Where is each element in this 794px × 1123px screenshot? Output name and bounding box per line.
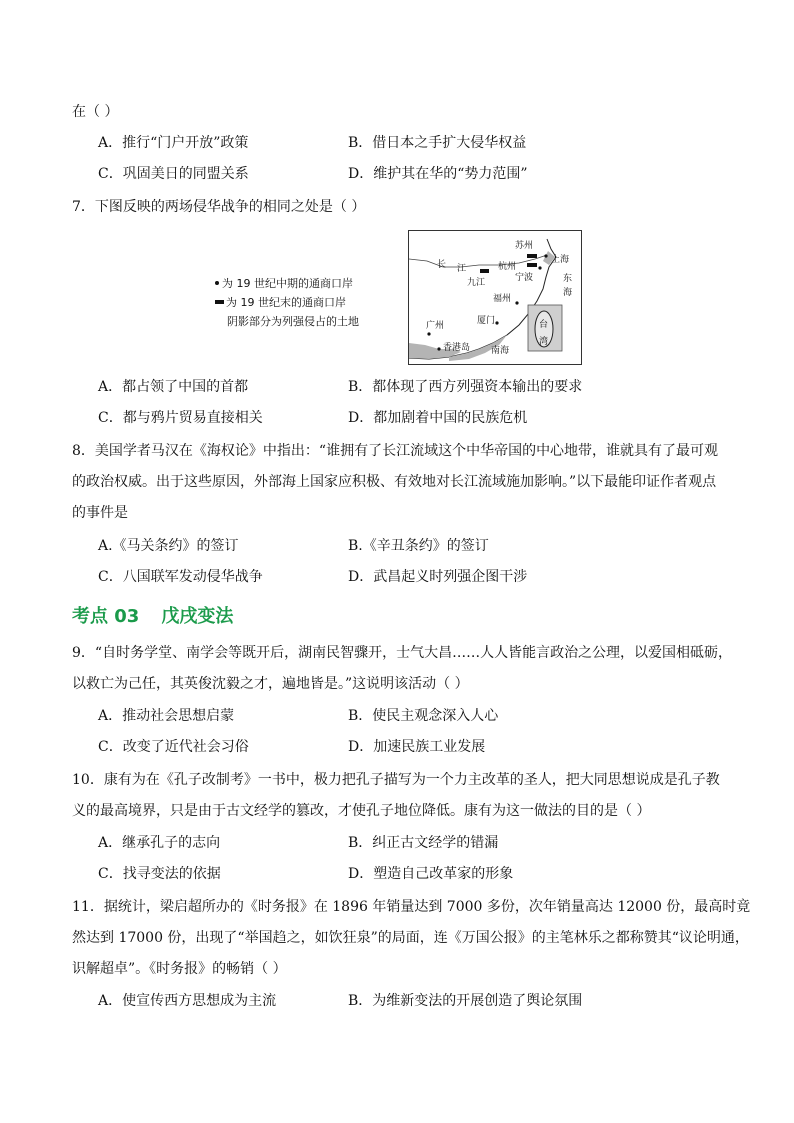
yangtze-river: [409, 255, 547, 267]
q10-option-d: D．塑造自己改革家的形象: [348, 866, 514, 882]
q7-option-b: B．都体现了西方列强资本输出的要求: [348, 379, 583, 395]
label-fuzhou: 福州: [493, 294, 512, 304]
label-ningbo: 宁波: [515, 273, 534, 283]
port-dot-xiamen: [495, 321, 498, 324]
label-nanhai: 南海: [491, 346, 510, 356]
label-changjiang-1: 长: [437, 260, 447, 270]
label-suzhou: 苏州: [515, 241, 534, 251]
q10-stem-line2: 义的最高境界，只是由于古文经学的篡改，才使孔子地位降低。康有为这一做法的目的是（ ）: [72, 803, 651, 819]
label-donghai-1: 东: [563, 274, 573, 284]
legend-shaded: 阴影部分为列强侵占的土地: [227, 315, 359, 328]
port-bar-suzhou: [527, 254, 537, 258]
q8-option-c: C．八国联军发动侵华战争: [98, 569, 263, 585]
q8-option-a: A.《马关条约》的签订: [98, 538, 239, 554]
treaty-ports-map: [408, 230, 582, 365]
port-dot-fuzhou: [515, 301, 518, 304]
q8-stem-line2: 的政治权威。出于这些原因，外部海上国家应积极、有效地对长江流域施加影响。”以下最能印证作者观点: [72, 474, 717, 490]
q8-stem-line1: 8．美国学者马汉在《海权论》中指出：“谁拥有了长江流域这个中华帝国的中心地带，谁就具有了最可观: [72, 443, 719, 459]
label-shanghai: 上海: [551, 255, 570, 265]
section-label: 考点 03: [72, 606, 140, 627]
label-hangzhou: 杭州: [498, 262, 517, 272]
q6-stem-tail: 在（ ）: [72, 104, 119, 120]
port-dot-guangzhou: [427, 332, 430, 335]
q10-option-a: A．继承孔子的志向: [98, 835, 221, 851]
label-guangzhou: 广州: [426, 321, 445, 331]
q11-stem-line1: 11．据统计，梁启超所办的《时务报》在 1896 年销量达到 7000 多份，次年销量高达 12000 份，最高时竟: [72, 899, 751, 915]
q6-option-b: B．借日本之手扩大侵华权益: [348, 135, 527, 151]
map-drawing: [409, 231, 581, 364]
q10-option-b: B．纠正古文经学的错漏: [348, 835, 499, 851]
q9-option-b: B．使民主观念深入人心: [348, 708, 499, 724]
label-jiujiang: 九江: [467, 278, 486, 288]
section-heading: [72, 602, 233, 628]
label-xiamen: 厦门: [477, 316, 496, 326]
bar-marker-icon: [215, 300, 224, 304]
q9-option-a: A．推动社会思想启蒙: [98, 708, 235, 724]
legend-mid-century: 为 19 世纪中期的通商口岸: [215, 277, 359, 291]
section-title: 戊戌变法: [161, 606, 234, 627]
q6-option-d: D．维护其在华的“势力范围”: [348, 166, 528, 182]
port-bar-jiujiang: [480, 269, 489, 273]
q7-option-d: D．都加剧着中国的民族危机: [348, 410, 528, 426]
label-xianggang: 香港岛: [443, 343, 471, 353]
q11-option-b: B．为维新变法的开展创造了舆论氛围: [348, 993, 583, 1009]
q9-stem-line2: 以救亡为己任，其英俊沈毅之才，遍地皆是。”这说明该活动（ ）: [72, 676, 469, 692]
label-changjiang-2: 江: [457, 264, 467, 274]
q8-option-d: D．武昌起义时列强企图干涉: [348, 569, 528, 585]
q8-option-b: B.《辛丑条约》的签订: [348, 538, 489, 554]
q6-option-c: C．巩固美日的同盟关系: [98, 166, 249, 182]
port-dot-shanghai: [544, 254, 547, 257]
map-legend: [215, 277, 359, 329]
q11-stem-line2: 然达到 17000 份，出现了“举国趋之，如饮狂泉”的局面，连《万国公报》的主笔林乐之都称赞其“议论明通，: [72, 930, 749, 946]
q9-stem-line1: 9．“自时务学堂、南学会等既开后，湖南民智骤开，士气大昌……人人皆能言政治之公理，以爱国相砥砺，: [72, 645, 733, 661]
q9-option-c: C．改变了近代社会习俗: [98, 739, 249, 755]
q8-stem-line3: 的事件是: [72, 505, 128, 521]
port-bar-hangzhou: [527, 263, 537, 267]
port-dot-ningbo: [538, 266, 541, 269]
q7-option-a: A．都占领了中国的首都: [98, 379, 249, 395]
q11-option-a: A．使宣传西方思想成为主流: [98, 993, 277, 1009]
dot-marker-icon: [215, 281, 219, 285]
q11-stem-line3: 识解超卓”。《时务报》的畅销（ ）: [72, 961, 287, 977]
label-taiwan-2: 湾: [539, 337, 549, 347]
q7-option-c: C．都与鸦片贸易直接相关: [98, 410, 263, 426]
q6-option-a: A．推行“门户开放”政策: [98, 135, 249, 151]
q10-option-c: C．找寻变法的依据: [98, 866, 221, 882]
label-taiwan-1: 台: [539, 320, 549, 330]
legend-late-century: 为 19 世纪末的通商口岸: [215, 296, 359, 310]
q9-option-d: D．加速民族工业发展: [348, 739, 486, 755]
q10-stem-line1: 10．康有为在《孔子改制考》一书中，极力把孔子描写为一个力主改革的圣人，把大同思想说成是孔子教: [72, 772, 720, 788]
label-donghai-2: 海: [563, 288, 573, 298]
q7-stem: 7．下图反映的两场侵华战争的相同之处是（ ）: [72, 199, 366, 215]
port-dot-hongkong: [437, 347, 440, 350]
